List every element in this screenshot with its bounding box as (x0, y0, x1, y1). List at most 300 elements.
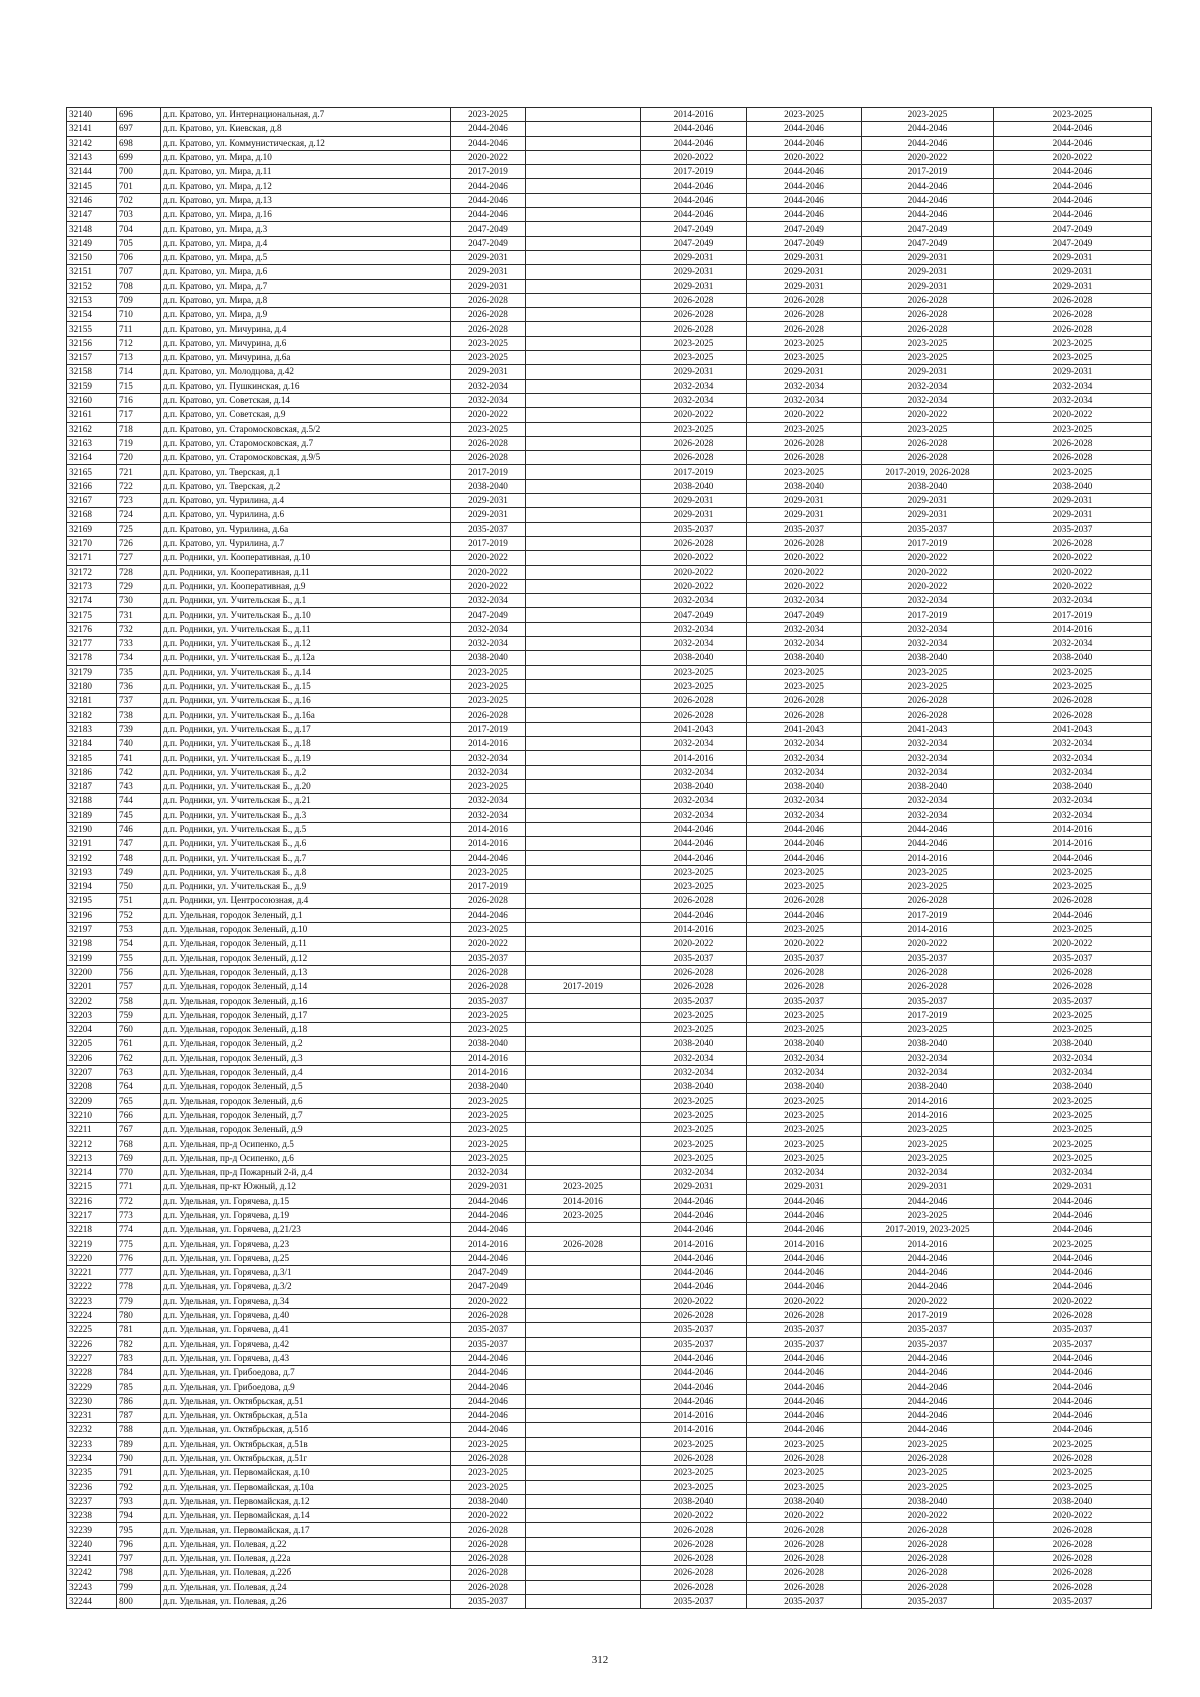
period-cell: 2035-2037 (451, 951, 526, 965)
period-cell: 2023-2025 (451, 1023, 526, 1037)
period-cell-3: 2044-2046 (747, 1366, 862, 1380)
address-cell: д.п. Удельная, ул. Горячева, д.42 (161, 1337, 451, 1351)
period-cell-3: 2035-2037 (747, 951, 862, 965)
record-number-cell: 32216 (67, 1194, 117, 1208)
period-cell: 2032-2034 (451, 594, 526, 608)
period-cell-4: 2044-2046 (862, 1280, 994, 1294)
table-row (67, 1509, 1152, 1523)
extra-period-cell (526, 379, 641, 393)
table-row (67, 1409, 1152, 1423)
extra-period-cell (526, 108, 641, 122)
period-cell-3: 2047-2049 (747, 236, 862, 250)
period-cell-2: 2026-2028 (641, 1551, 747, 1565)
period-cell-5: 2032-2034 (994, 808, 1152, 822)
period-cell-4: 2026-2028 (862, 1537, 994, 1551)
extra-period-cell (526, 551, 641, 565)
period-cell-4: 2044-2046 (862, 822, 994, 836)
period-cell-3: 2023-2025 (747, 1094, 862, 1108)
period-cell: 2026-2028 (451, 322, 526, 336)
period-cell-4: 2029-2031 (862, 250, 994, 264)
table-row (67, 494, 1152, 508)
extra-period-cell (526, 1165, 641, 1179)
period-cell-5: 2032-2034 (994, 737, 1152, 751)
record-number-cell: 32207 (67, 1065, 117, 1079)
item-number-cell: 757 (117, 980, 161, 994)
period-cell-3: 2020-2022 (747, 937, 862, 951)
period-cell-4: 2020-2022 (862, 1509, 994, 1523)
address-cell: д.п. Родники, ул. Учительская Б., д.7 (161, 851, 451, 865)
period-cell-2: 2014-2016 (641, 922, 747, 936)
item-number-cell: 753 (117, 922, 161, 936)
period-cell: 2014-2016 (451, 1237, 526, 1251)
item-number-cell: 707 (117, 265, 161, 279)
period-cell: 2026-2028 (451, 436, 526, 450)
period-cell: 2020-2022 (451, 551, 526, 565)
period-cell-4: 2032-2034 (862, 765, 994, 779)
record-number-cell: 32225 (67, 1323, 117, 1337)
period-cell-5: 2032-2034 (994, 794, 1152, 808)
item-number-cell: 724 (117, 508, 161, 522)
schedule-table-body (67, 108, 1152, 1609)
period-cell: 2038-2040 (451, 479, 526, 493)
period-cell-4: 2026-2028 (862, 1523, 994, 1537)
record-number-cell: 32167 (67, 494, 117, 508)
table-row (67, 1437, 1152, 1451)
extra-period-cell (526, 322, 641, 336)
period-cell-2: 2032-2034 (641, 379, 747, 393)
table-row (67, 379, 1152, 393)
period-cell-5: 2023-2025 (994, 1008, 1152, 1022)
period-cell: 2023-2025 (451, 1437, 526, 1451)
period-cell: 2035-2037 (451, 994, 526, 1008)
item-number-cell: 762 (117, 1051, 161, 1065)
address-cell: д.п. Родники, ул. Кооперативная, д.11 (161, 565, 451, 579)
item-number-cell: 716 (117, 393, 161, 407)
period-cell-3: 2032-2034 (747, 636, 862, 650)
period-cell-4: 2029-2031 (862, 279, 994, 293)
table-row (67, 1051, 1152, 1065)
item-number-cell: 721 (117, 465, 161, 479)
item-number-cell: 722 (117, 479, 161, 493)
period-cell-4: 2035-2037 (862, 522, 994, 536)
record-number-cell: 32147 (67, 208, 117, 222)
table-row (67, 751, 1152, 765)
period-cell-2: 2026-2028 (641, 894, 747, 908)
period-cell-3: 2020-2022 (747, 1294, 862, 1308)
period-cell: 2026-2028 (451, 1451, 526, 1465)
period-cell-2: 2026-2028 (641, 965, 747, 979)
address-cell: д.п. Удельная, ул. Первомайская, д.10а (161, 1480, 451, 1494)
period-cell-2: 2020-2022 (641, 1509, 747, 1523)
table-row (67, 1380, 1152, 1394)
period-cell: 2026-2028 (451, 980, 526, 994)
period-cell-4: 2023-2025 (862, 1023, 994, 1037)
item-number-cell: 750 (117, 880, 161, 894)
period-cell: 2044-2046 (451, 1394, 526, 1408)
item-number-cell: 771 (117, 1180, 161, 1194)
period-cell-3: 2035-2037 (747, 1594, 862, 1608)
table-row (67, 694, 1152, 708)
period-cell-4: 2026-2028 (862, 1566, 994, 1580)
period-cell-2: 2044-2046 (641, 837, 747, 851)
period-cell-5: 2026-2028 (994, 980, 1152, 994)
period-cell-2: 2041-2043 (641, 722, 747, 736)
period-cell-4: 2014-2016 (862, 922, 994, 936)
record-number-cell: 32235 (67, 1466, 117, 1480)
address-cell: д.п. Родники, ул. Учительская Б., д.1 (161, 594, 451, 608)
extra-period-cell (526, 737, 641, 751)
period-cell-2: 2023-2025 (641, 880, 747, 894)
period-cell-2: 2038-2040 (641, 779, 747, 793)
period-cell: 2023-2025 (451, 1137, 526, 1151)
period-cell-3: 2044-2046 (747, 136, 862, 150)
address-cell: д.п. Родники, ул. Учительская Б., д.14 (161, 665, 451, 679)
period-cell: 2017-2019 (451, 722, 526, 736)
record-number-cell: 32178 (67, 651, 117, 665)
period-cell-5: 2032-2034 (994, 1165, 1152, 1179)
period-cell-5: 2026-2028 (994, 1580, 1152, 1594)
record-number-cell: 32180 (67, 679, 117, 693)
period-cell-4: 2020-2022 (862, 150, 994, 164)
table-row (67, 865, 1152, 879)
period-cell: 2032-2034 (451, 636, 526, 650)
page-number: 312 (591, 1654, 609, 1666)
period-cell-3: 2044-2046 (747, 1266, 862, 1280)
table-row (67, 951, 1152, 965)
period-cell-5: 2035-2037 (994, 1594, 1152, 1608)
address-cell: д.п. Удельная, ул. Первомайская, д.17 (161, 1523, 451, 1537)
table-row (67, 1094, 1152, 1108)
period-cell-5: 2038-2040 (994, 1037, 1152, 1051)
period-cell-5: 2032-2034 (994, 765, 1152, 779)
period-cell-3: 2026-2028 (747, 980, 862, 994)
period-cell-5: 2029-2031 (994, 365, 1152, 379)
period-cell-3: 2032-2034 (747, 751, 862, 765)
period-cell-5: 2044-2046 (994, 1409, 1152, 1423)
item-number-cell: 725 (117, 522, 161, 536)
address-cell: д.п. Родники, ул. Учительская Б., д.18 (161, 737, 451, 751)
address-cell: д.п. Удельная, ул. Полевая, д.26 (161, 1594, 451, 1608)
period-cell-4: 2044-2046 (862, 136, 994, 150)
record-number-cell: 32222 (67, 1280, 117, 1294)
period-cell-5: 2038-2040 (994, 651, 1152, 665)
period-cell-4: 2041-2043 (862, 722, 994, 736)
item-number-cell: 708 (117, 279, 161, 293)
period-cell: 2014-2016 (451, 1065, 526, 1079)
period-cell-4: 2023-2025 (862, 351, 994, 365)
record-number-cell: 32172 (67, 565, 117, 579)
period-cell: 2032-2034 (451, 379, 526, 393)
table-row (67, 722, 1152, 736)
table-row (67, 636, 1152, 650)
address-cell: д.п. Родники, ул. Учительская Б., д.5 (161, 822, 451, 836)
address-cell: д.п. Кратово, ул. Мира, д.3 (161, 222, 451, 236)
period-cell-4: 2038-2040 (862, 651, 994, 665)
period-cell-5: 2038-2040 (994, 779, 1152, 793)
record-number-cell: 32215 (67, 1180, 117, 1194)
table-row (67, 393, 1152, 407)
period-cell: 2047-2049 (451, 1280, 526, 1294)
record-number-cell: 32160 (67, 393, 117, 407)
extra-period-cell (526, 1108, 641, 1122)
period-cell-4: 2038-2040 (862, 1494, 994, 1508)
address-cell: д.п. Удельная, пр-д Осипенко, д.5 (161, 1137, 451, 1151)
period-cell: 2029-2031 (451, 508, 526, 522)
table-row (67, 108, 1152, 122)
period-cell-4: 2044-2046 (862, 1394, 994, 1408)
record-number-cell: 32154 (67, 308, 117, 322)
period-cell-2: 2026-2028 (641, 1566, 747, 1580)
address-cell: д.п. Удельная, ул. Горячева, д.34 (161, 1294, 451, 1308)
period-cell-5: 2032-2034 (994, 379, 1152, 393)
table-row (67, 1594, 1152, 1608)
address-cell: д.п. Кратово, ул. Старомосковская, д.9/5 (161, 451, 451, 465)
period-cell-3: 2035-2037 (747, 1323, 862, 1337)
period-cell-2: 2044-2046 (641, 208, 747, 222)
period-cell-4: 2044-2046 (862, 837, 994, 851)
table-row (67, 222, 1152, 236)
address-cell: д.п. Удельная, городок Зеленый, д.9 (161, 1123, 451, 1137)
period-cell: 2038-2040 (451, 1080, 526, 1094)
schedule-table (66, 107, 1152, 1609)
period-cell-5: 2023-2025 (994, 880, 1152, 894)
item-number-cell: 779 (117, 1294, 161, 1308)
item-number-cell: 698 (117, 136, 161, 150)
period-cell-3: 2038-2040 (747, 1080, 862, 1094)
period-cell-5: 2023-2025 (994, 865, 1152, 879)
period-cell: 2023-2025 (451, 1108, 526, 1122)
address-cell: д.п. Удельная, ул. Полевая, д.24 (161, 1580, 451, 1594)
period-cell: 2044-2046 (451, 1366, 526, 1380)
extra-period-cell (526, 1480, 641, 1494)
period-cell: 2023-2025 (451, 336, 526, 350)
period-cell-5: 2044-2046 (994, 1223, 1152, 1237)
extra-period-cell (526, 1437, 641, 1451)
record-number-cell: 32182 (67, 708, 117, 722)
period-cell: 2014-2016 (451, 822, 526, 836)
period-cell-5: 2029-2031 (994, 279, 1152, 293)
item-number-cell: 735 (117, 665, 161, 679)
period-cell-5: 2044-2046 (994, 1251, 1152, 1265)
period-cell-5: 2023-2025 (994, 108, 1152, 122)
period-cell-5: 2044-2046 (994, 1394, 1152, 1408)
table-row (67, 1466, 1152, 1480)
item-number-cell: 713 (117, 351, 161, 365)
period-cell-3: 2020-2022 (747, 579, 862, 593)
period-cell-5: 2020-2022 (994, 937, 1152, 951)
period-cell-5: 2044-2046 (994, 1423, 1152, 1437)
period-cell: 2014-2016 (451, 737, 526, 751)
record-number-cell: 32145 (67, 179, 117, 193)
period-cell-2: 2032-2034 (641, 794, 747, 808)
period-cell: 2023-2025 (451, 1466, 526, 1480)
extra-period-cell (526, 1223, 641, 1237)
record-number-cell: 32184 (67, 737, 117, 751)
record-number-cell: 32233 (67, 1437, 117, 1451)
address-cell: д.п. Кратово, ул. Тверская, д.1 (161, 465, 451, 479)
item-number-cell: 765 (117, 1094, 161, 1108)
table-row (67, 265, 1152, 279)
address-cell: д.п. Удельная, ул. Горячева, д.3/1 (161, 1266, 451, 1280)
address-cell: д.п. Удельная, ул. Горячева, д.21/23 (161, 1223, 451, 1237)
period-cell-3: 2044-2046 (747, 837, 862, 851)
period-cell-2: 2026-2028 (641, 1580, 747, 1594)
table-row (67, 193, 1152, 207)
period-cell-4: 2032-2034 (862, 794, 994, 808)
table-row (67, 351, 1152, 365)
period-cell: 2047-2049 (451, 236, 526, 250)
item-number-cell: 745 (117, 808, 161, 822)
period-cell-3: 2023-2025 (747, 880, 862, 894)
table-row (67, 1108, 1152, 1122)
item-number-cell: 738 (117, 708, 161, 722)
period-cell-5: 2029-2031 (994, 250, 1152, 264)
record-number-cell: 32196 (67, 908, 117, 922)
item-number-cell: 712 (117, 336, 161, 350)
table-row (67, 408, 1152, 422)
period-cell-5: 2023-2025 (994, 1480, 1152, 1494)
address-cell: д.п. Родники, ул. Учительская Б., д.16а (161, 708, 451, 722)
period-cell: 2023-2025 (451, 1008, 526, 1022)
record-number-cell: 32152 (67, 279, 117, 293)
period-cell: 2026-2028 (451, 451, 526, 465)
period-cell-4: 2020-2022 (862, 579, 994, 593)
period-cell-3: 2032-2034 (747, 393, 862, 407)
address-cell: д.п. Удельная, ул. Полевая, д.22б (161, 1566, 451, 1580)
extra-period-cell (526, 522, 641, 536)
item-number-cell: 767 (117, 1123, 161, 1137)
item-number-cell: 740 (117, 737, 161, 751)
period-cell-2: 2023-2025 (641, 422, 747, 436)
table-row (67, 1366, 1152, 1380)
period-cell-2: 2026-2028 (641, 436, 747, 450)
table-row (67, 1165, 1152, 1179)
table-row (67, 1537, 1152, 1551)
period-cell-2: 2047-2049 (641, 236, 747, 250)
period-cell-4: 2044-2046 (862, 1423, 994, 1437)
period-cell-2: 2023-2025 (641, 1123, 747, 1137)
period-cell-2: 2032-2034 (641, 393, 747, 407)
record-number-cell: 32169 (67, 522, 117, 536)
period-cell-4: 2026-2028 (862, 451, 994, 465)
period-cell: 2023-2025 (451, 1480, 526, 1494)
item-number-cell: 696 (117, 108, 161, 122)
table-row (67, 422, 1152, 436)
period-cell-4: 2032-2034 (862, 393, 994, 407)
address-cell: д.п. Родники, ул. Учительская Б., д.11 (161, 622, 451, 636)
extra-period-cell (526, 179, 641, 193)
table-row (67, 551, 1152, 565)
extra-period-cell (526, 1537, 641, 1551)
extra-period-cell (526, 908, 641, 922)
period-cell: 2023-2025 (451, 351, 526, 365)
period-cell-2: 2044-2046 (641, 1266, 747, 1280)
item-number-cell: 764 (117, 1080, 161, 1094)
period-cell-5: 2026-2028 (994, 308, 1152, 322)
address-cell: д.п. Родники, ул. Учительская Б., д.2 (161, 765, 451, 779)
period-cell: 2038-2040 (451, 651, 526, 665)
item-number-cell: 746 (117, 822, 161, 836)
extra-period-cell (526, 880, 641, 894)
period-cell-5: 2026-2028 (994, 965, 1152, 979)
item-number-cell: 758 (117, 994, 161, 1008)
item-number-cell: 756 (117, 965, 161, 979)
item-number-cell: 773 (117, 1208, 161, 1222)
period-cell-2: 2047-2049 (641, 608, 747, 622)
period-cell: 2038-2040 (451, 1494, 526, 1508)
period-cell-5: 2032-2034 (994, 636, 1152, 650)
address-cell: д.п. Удельная, пр-д Пожарный 2-й, д.4 (161, 1165, 451, 1179)
period-cell-4: 2029-2031 (862, 1180, 994, 1194)
period-cell-2: 2023-2025 (641, 865, 747, 879)
period-cell-5: 2026-2028 (994, 1537, 1152, 1551)
period-cell-3: 2029-2031 (747, 508, 862, 522)
period-cell-4: 2026-2028 (862, 894, 994, 908)
period-cell-2: 2035-2037 (641, 994, 747, 1008)
period-cell-3: 2023-2025 (747, 1466, 862, 1480)
period-cell-2: 2032-2034 (641, 594, 747, 608)
address-cell: д.п. Кратово, ул. Мира, д.8 (161, 293, 451, 307)
extra-period-cell (526, 608, 641, 622)
period-cell-5: 2023-2025 (994, 1094, 1152, 1108)
period-cell-5: 2044-2046 (994, 208, 1152, 222)
period-cell-5: 2044-2046 (994, 851, 1152, 865)
record-number-cell: 32171 (67, 551, 117, 565)
table-row (67, 436, 1152, 450)
table-row (67, 1266, 1152, 1280)
record-number-cell: 32228 (67, 1366, 117, 1380)
table-row (67, 737, 1152, 751)
address-cell: д.п. Удельная, ул. Первомайская, д.14 (161, 1509, 451, 1523)
period-cell-5: 2023-2025 (994, 422, 1152, 436)
extra-period-cell (526, 1494, 641, 1508)
address-cell: д.п. Родники, ул. Учительская Б., д.16 (161, 694, 451, 708)
period-cell-2: 2044-2046 (641, 1208, 747, 1222)
item-number-cell: 780 (117, 1308, 161, 1322)
period-cell-5: 2035-2037 (994, 994, 1152, 1008)
record-number-cell: 32202 (67, 994, 117, 1008)
period-cell: 2032-2034 (451, 393, 526, 407)
period-cell-4: 2017-2019 (862, 908, 994, 922)
item-number-cell: 743 (117, 779, 161, 793)
period-cell: 2020-2022 (451, 565, 526, 579)
period-cell-5: 2026-2028 (994, 1523, 1152, 1537)
period-cell: 2044-2046 (451, 1251, 526, 1265)
period-cell: 2044-2046 (451, 1409, 526, 1423)
period-cell: 2026-2028 (451, 708, 526, 722)
period-cell-5: 2044-2046 (994, 165, 1152, 179)
period-cell-2: 2020-2022 (641, 1294, 747, 1308)
period-cell: 2020-2022 (451, 579, 526, 593)
address-cell: д.п. Удельная, городок Зеленый, д.7 (161, 1108, 451, 1122)
table-row (67, 880, 1152, 894)
record-number-cell: 32219 (67, 1237, 117, 1251)
period-cell-5: 2044-2046 (994, 1208, 1152, 1222)
period-cell: 2038-2040 (451, 1037, 526, 1051)
period-cell-2: 2029-2031 (641, 279, 747, 293)
period-cell-2: 2020-2022 (641, 551, 747, 565)
address-cell: д.п. Кратово, ул. Мира, д.13 (161, 193, 451, 207)
period-cell: 2032-2034 (451, 751, 526, 765)
extra-period-cell (526, 779, 641, 793)
record-number-cell: 32144 (67, 165, 117, 179)
extra-period-cell (526, 837, 641, 851)
record-number-cell: 32193 (67, 865, 117, 879)
period-cell-5: 2044-2046 (994, 179, 1152, 193)
record-number-cell: 32150 (67, 250, 117, 264)
address-cell: д.п. Кратово, ул. Мира, д.7 (161, 279, 451, 293)
period-cell-2: 2032-2034 (641, 622, 747, 636)
